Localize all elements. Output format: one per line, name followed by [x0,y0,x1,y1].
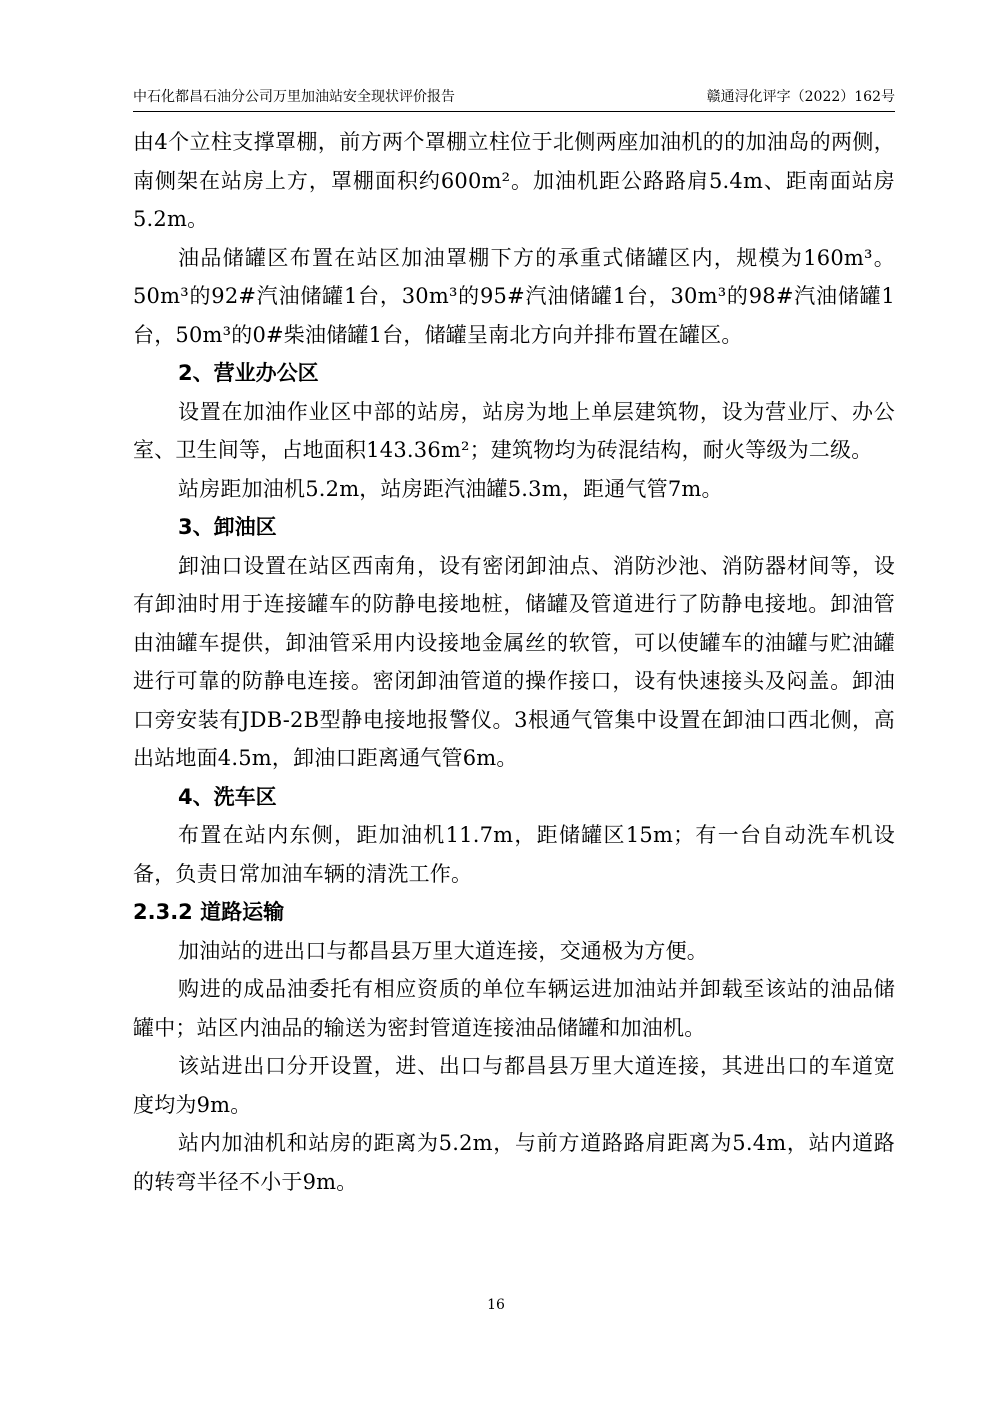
paragraph-entrance-exit: 该站进出口分开设置，进、出口与都昌县万里大道连接，其进出口的车道宽度均为9m。 [133,1054,895,1117]
heading-car-wash-area: 4、洗车区 [178,784,277,809]
paragraph-tank-area: 油品储罐区布置在站区加油罩棚下方的承重式储罐区内，规模为160m³。50m³的92#汽油储罐1台，30m³的95#汽油储罐1台，30m³的98#汽油储罐1台，50m³的0#柴油储罐1台，储罐呈南北方向并排布置在罐区。 [133,245,895,347]
paragraph-oil-delivery: 购进的成品油委托有相应资质的单位车辆运进加油站并卸载至该站的油品储罐中；站区内油品的输送为密封管道连接油品储罐和加油机。 [133,977,895,1040]
paragraph-unloading: 卸油口设置在站区西南角，设有密闭卸油点、消防沙池、消防器材间等，设有卸油时用于连接罐车的防静电接地桩，储罐及管道进行了防静电接地。卸油管由油罐车提供，卸油管采用内设接地金属丝的软管，可以使罐车的油罐与贮油罐进行可靠的防静电连接。密闭卸油管道的操作接口，设有快速接头及闷盖。卸油口旁安装有JDB-2B型静电接地报警仪。3根通气管集中设置在卸油口西北侧，高出站地面4.5m，卸油口距离通气管6m。 [133,553,895,770]
paragraph-station-building: 设置在加油作业区中部的站房，站房为地上单层建筑物，设为营业厅、办公室、卫生间等，占地面积143.36m²；建筑物均为砖混结构，耐火等级为二级。 [133,399,895,462]
heading-office-area: 2、营业办公区 [178,361,319,385]
paragraph-car-wash: 布置在站内东侧，距加油机11.7m，距储罐区15m；有一台自动洗车机设备，负责日常加油车辆的清洗工作。 [133,823,895,886]
paragraph-canopy: 由4个立柱支撑罩棚，前方两个罩棚立柱位于北侧两座加油机的的加油岛的两侧，南侧架在站房上方，罩棚面积约600m²。加油机距公路路肩5.4m、距南面站房5.2m。 [133,130,895,231]
heading-road-transport: 2.3.2 道路运输 [133,900,285,924]
paragraph-building-distances: 站房距加油机5.2m，站房距汽油罐5.3m，距通气管7m。 [178,476,723,501]
heading-unloading-area: 3、卸油区 [178,515,277,539]
paragraph-entrance: 加油站的进出口与都昌县万里大道连接，交通极为方便。 [178,938,708,963]
paragraph-turning-radius: 站内加油机和站房的距离为5.2m，与前方道路路肩距离为5.4m，站内道路的转弯半径不小于9m。 [133,1131,895,1194]
page-header [133,86,895,112]
header-report-title: 中石化都昌石油分公司万里加油站安全现状评价报告 [133,89,455,105]
page-body [133,123,895,1201]
header-document-number: 赣通浔化评字（2022）162号 [706,89,895,105]
page-number: 16 [487,1297,505,1313]
